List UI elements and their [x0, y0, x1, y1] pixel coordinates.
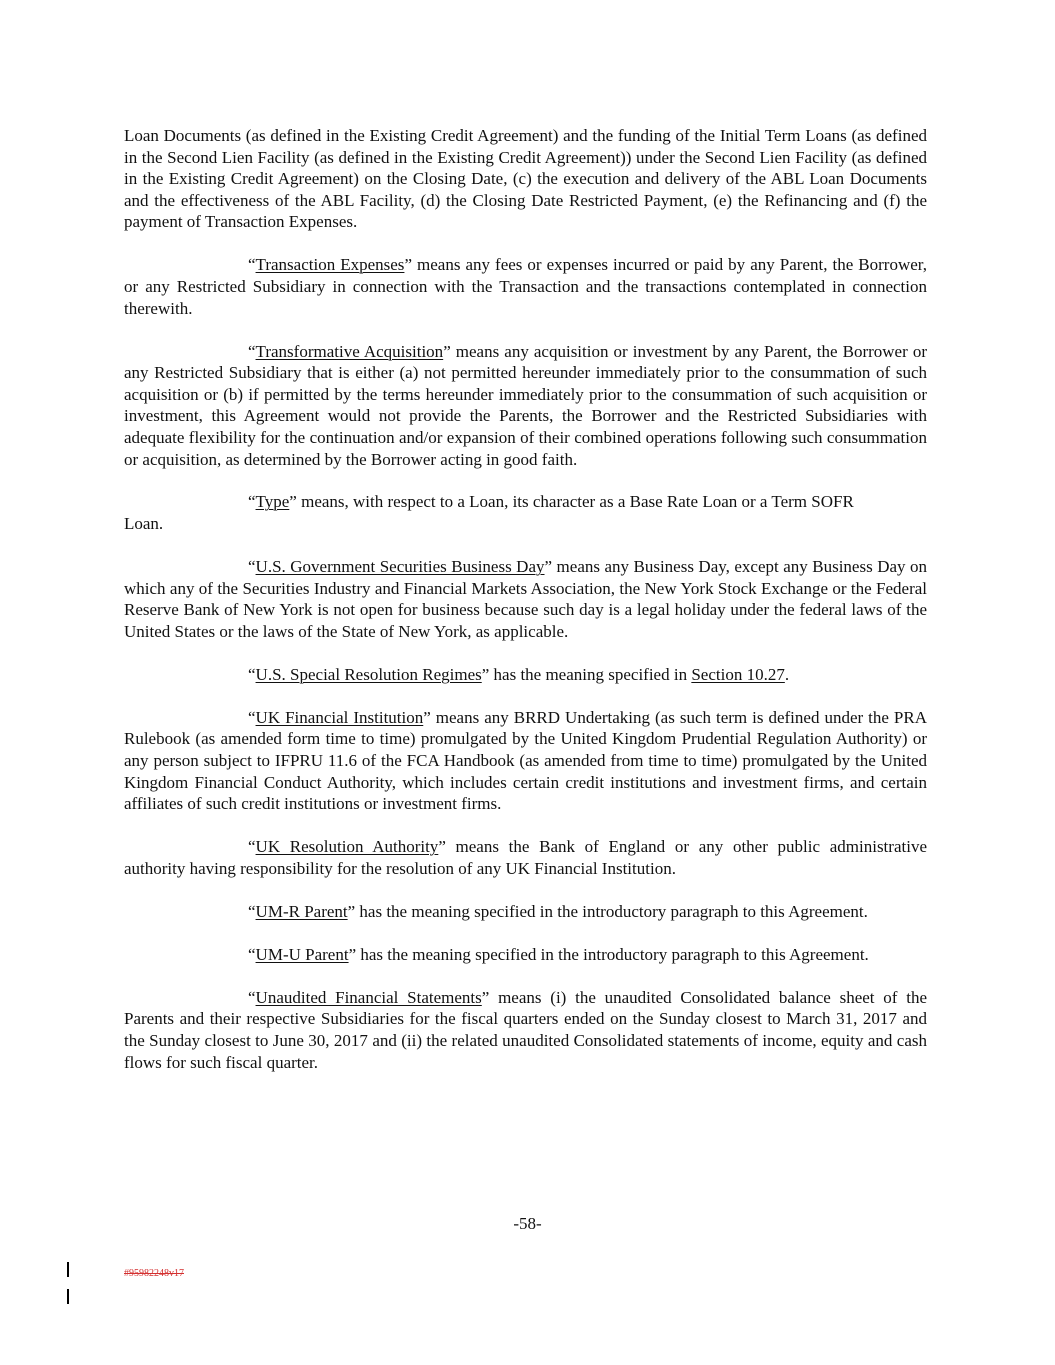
definition-transformative-acquisition: “Transformative Acquisition” means any acquisition or investment by any Parent, the Borrower or any Restricted Subsidiary that is either (a) not permitted hereunder immediately prior to the consummation of such acquisition or (b) if permitted by the terms hereunder immediately prior to the consummation of such acquisition or investment, this Agreement would not provide the Parents, the Borrower and the Restricted Subsidiaries with adequate flexibility for the continuation and/or expansion of their combined operations following such consummation or acquisition, as determined by the Borrower acting in good faith.	[124, 341, 927, 469]
paragraph-continuation: Loan Documents (as defined in the Existing Credit Agreement) and the funding of the Initial Term Loans (as defined in the Second Lien Facility (as defined in the Existing Credit Agreement)) under the Second Lien Facility (as defined in the Existing Credit Agreement) on the Closing Date, (c) the execution and delivery of the ABL Loan Documents and the effectiveness of the ABL Facility, (d) the Closing Date Restricted Payment, (e) the Refinancing and (f) the payment of Transaction Expenses.	[124, 126, 927, 232]
defined-term: UK Financial Institution	[255, 707, 424, 727]
definition-um-r-parent: “UM-R Parent” has the meaning specified in the introductory paragraph to this Agreement.	[248, 901, 868, 921]
type-continuation: Loan.	[124, 514, 164, 534]
definition-uk-resolution-authority: “UK Resolution Authority” means the Bank of England or any other public administrative authority having responsibility for the resolution of any UK Financial Institution.	[124, 837, 927, 878]
defined-term: UM-R Parent	[255, 901, 348, 921]
section-reference: Section 10.27	[691, 664, 785, 684]
definition-uk-financial-institution: “UK Financial Institution” means any BRRD Undertaking (as such term is defined under the PRA Rulebook (as amended form time to time) promulgated by the United Kingdom Prudential Regulation Authority) or any person subject to IFPRU 11.6 of the FCA Handbook (as amended from time to time) promulgated by the United Kingdom Financial Conduct Authority, which includes certain credit institutions and investment firms, and certain affiliates of such credit institutions or investment firms.	[124, 707, 927, 814]
defined-term: Unaudited Financial Statements	[255, 987, 482, 1007]
defined-term: U.S. Government Securities Business Day	[255, 557, 545, 577]
definition-us-special-resolution-regimes: “U.S. Special Resolution Regimes” has the meaning specified in Section 10.27.	[248, 664, 790, 684]
change-bar	[67, 1289, 69, 1304]
defined-term: U.S. Special Resolution Regimes	[255, 664, 482, 684]
page-number: -58-	[513, 1214, 542, 1233]
definition-um-u-parent: “UM-U Parent” has the meaning specified in the introductory paragraph to this Agreement.	[248, 944, 869, 964]
defined-term: UK Resolution Authority	[255, 837, 439, 857]
defined-term: UM-U Parent	[255, 944, 349, 964]
defined-term: Transformative Acquisition	[255, 341, 444, 361]
change-bar	[67, 1262, 69, 1277]
definition-type	[124, 491, 927, 534]
defined-term: Type	[255, 492, 290, 512]
defined-term: Transaction Expenses	[255, 255, 405, 275]
definition-transaction-expenses: “Transaction Expenses” means any fees or expenses incurred or paid by any Parent, the Borrower, or any Restricted Subsidiary in connection with the Transaction and the transactions contemplated in connection therewith.	[124, 255, 927, 318]
document-body	[124, 125, 927, 1073]
document-reference-number: #95982248v17	[124, 1268, 184, 1279]
type-first-line: “Type” means, with respect to a Loan, its character as a Base Rate Loan or a Term SOFR	[248, 492, 854, 512]
definition-us-government-securities-business-day: “U.S. Government Securities Business Day” means any Business Day, except any Business Day on which any of the Securities Industry and Financial Markets Association, the New York Stock Exchange or the Federal Reserve Bank of New York is not open for business because such day is a legal holiday under the federal laws of the United States or the laws of the State of New York, as applicable.	[124, 557, 927, 641]
definition-unaudited-financial-statements: “Unaudited Financial Statements” means (i) the unaudited Consolidated balance sheet of the Parents and their respective Subsidiaries for the fiscal quarters ended on the Sunday closest to March 31, 2017 and the Sunday closest to June 30, 2017 and (ii) the related unaudited Consolidated statements of income, equity and cash flows for such fiscal quarter.	[124, 987, 927, 1072]
